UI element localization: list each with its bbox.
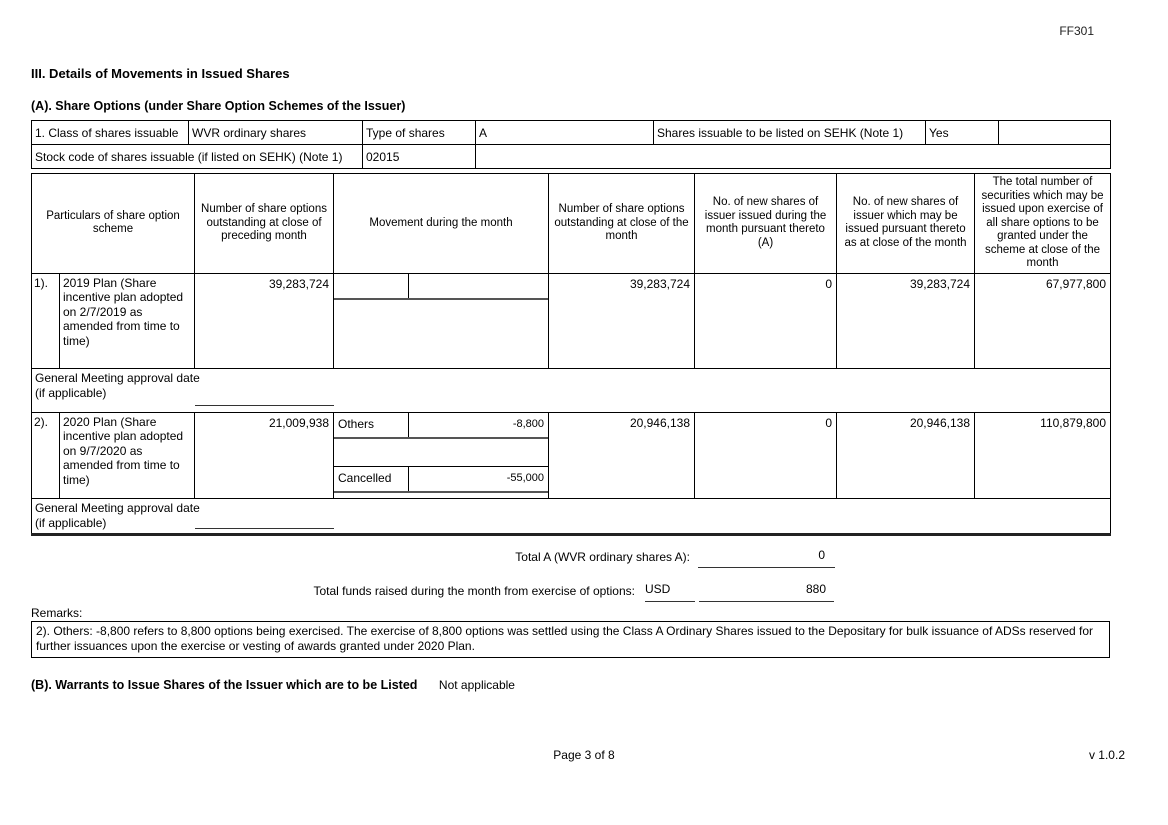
movement-cell	[334, 273, 549, 368]
section-b	[31, 678, 515, 692]
movement-entry-others	[334, 413, 548, 439]
version-label: v 1.0.2	[1088, 748, 1125, 762]
movement-entry	[334, 274, 548, 300]
movement-value: -8,800	[512, 417, 545, 430]
close-month-value: 20,946,138	[549, 412, 695, 498]
listed-on-sehk-value: Yes	[926, 121, 999, 145]
section-a-title: (A). Share Options (under Share Option Schemes of the Issuer)	[31, 99, 406, 113]
total-securities-value: 67,977,800	[975, 273, 1111, 368]
header-movement: Movement during the month	[334, 174, 549, 274]
tables-wrap	[31, 120, 1110, 536]
preceding-month-value: 21,009,938	[195, 412, 334, 498]
movement-empty-row	[334, 439, 548, 467]
close-month-value: 39,283,724	[549, 273, 695, 368]
total-funds-label: Total funds raised during the month from exercise of options:	[313, 584, 635, 598]
stock-code-value: 02015	[363, 145, 476, 169]
header-issued-during-month: No. of new shares of issuer issued during the month pursuant thereto (A)	[695, 174, 837, 274]
header-total-securities: The total number of securities which may be issued upon exercise of all share options to be granted under the scheme at close of the month	[975, 174, 1111, 274]
type-of-shares-value: A	[476, 121, 654, 145]
total-funds-value: 880	[699, 582, 834, 602]
row-number: 2).	[32, 412, 60, 498]
header-may-be-issued: No. of new shares of issuer which may be issued pursuant thereto as at close of the month	[837, 174, 975, 274]
page-title: III. Details of Movements in Issued Shares	[31, 66, 290, 81]
preceding-month-value: 39,283,724	[195, 273, 334, 368]
gm-approval-label: General Meeting approval date (if applicable)	[35, 370, 200, 400]
movement-label	[334, 274, 409, 298]
stock-code-row	[32, 145, 1111, 169]
total-funds-currency: USD	[645, 582, 695, 602]
class-of-shares-value: WVR ordinary shares	[189, 121, 363, 145]
page-number: Page 3 of 8	[553, 748, 615, 762]
movement-value	[409, 274, 548, 298]
row-number: 1).	[32, 273, 60, 368]
issued-during-month-value: 0	[695, 273, 837, 368]
share-class-row	[32, 121, 1111, 145]
scheme-particulars: 2020 Plan (Share incentive plan adopted on 9/7/2020 as amended from time to time)	[60, 412, 195, 498]
movement-cell	[334, 412, 549, 498]
movement-value: -55,000	[506, 471, 545, 484]
section-b-title: (B). Warrants to Issue Shares of the Issuer which are to be Listed	[31, 678, 418, 692]
totals-section	[0, 523, 1168, 623]
gm-approval-label: General Meeting approval date (if applicable)	[35, 500, 200, 530]
empty-cell	[476, 145, 1111, 169]
movement-label: Cancelled	[334, 467, 409, 491]
gm-approval-date-blank	[195, 405, 334, 406]
remarks-box: 2). Others: -8,800 refers to 8,800 options being exercised. The exercise of 8,800 options was settled using the Class A Ordinary Shares issued to the Depositary for bulk issuance of ADSs reserved for further issuances upon the exercise or vesting of awards granted under 2020 Plan.	[31, 621, 1110, 658]
form-code: FF301	[1059, 24, 1094, 38]
empty-cell	[999, 121, 1111, 145]
type-of-shares-label: Type of shares	[363, 121, 476, 145]
issued-during-month-value: 0	[695, 412, 837, 498]
gm-approval-cell	[32, 368, 1111, 412]
may-be-issued-value: 20,946,138	[837, 412, 975, 498]
share-class-table	[31, 120, 1111, 169]
listed-on-sehk-label: Shares issuable to be listed on SEHK (Note 1)	[654, 121, 926, 145]
total-a-value: 0	[698, 548, 835, 568]
table-row-2019-plan	[32, 273, 1111, 368]
movement-entry-cancelled	[334, 467, 548, 493]
total-securities-value: 110,879,800	[975, 412, 1111, 498]
header-particulars: Particulars of share option scheme	[32, 174, 195, 274]
gm-approval-row	[32, 368, 1111, 412]
scheme-particulars: 2019 Plan (Share incentive plan adopted on 2/7/2019 as amended from time to time)	[60, 273, 195, 368]
remarks-label: Remarks:	[31, 606, 83, 620]
total-a-label: Total A (WVR ordinary shares A):	[515, 550, 690, 564]
table-row-2020-plan	[32, 412, 1111, 498]
may-be-issued-value: 39,283,724	[837, 273, 975, 368]
options-table-header-row	[32, 174, 1111, 274]
class-of-shares-label: 1. Class of shares issuable	[32, 121, 189, 145]
stock-code-label: Stock code of shares issuable (if listed on SEHK) (Note 1)	[32, 145, 363, 169]
header-preceding-month: Number of share options outstanding at close of preceding month	[195, 174, 334, 274]
movement-label: Others	[334, 413, 409, 437]
header-close-month: Number of share options outstanding at close of the month	[549, 174, 695, 274]
share-options-table	[31, 173, 1111, 536]
section-b-value: Not applicable	[438, 678, 515, 692]
